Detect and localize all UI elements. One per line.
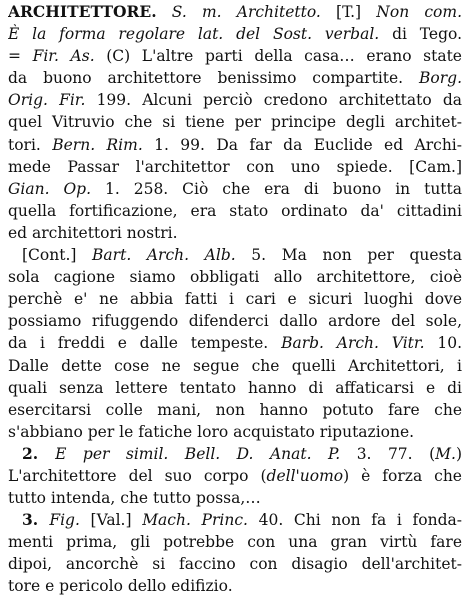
text-segment: ) [455,444,462,463]
entry-line [8,178,462,200]
text-segment: [Val.] [79,511,143,530]
entry-line [8,111,462,133]
entry-line [8,509,462,531]
text-segment: menti prima, gli potrebbe con una gran virtù fare [8,533,462,552]
entry-line [8,531,462,553]
entry-line [8,45,462,67]
entry-line [8,222,462,244]
citation-source: dell'uomo [266,466,344,485]
citation-source: Gian. Op. [8,179,92,198]
text-segment: quali senza lettere tentato hanno di affaticarsi e di [8,378,462,397]
headword: ARCHITETTORE. [8,2,157,21]
text-segment: ) è forza che [343,466,462,485]
entry-line [8,244,462,266]
text-segment: [Cont.] [22,246,93,265]
text-segment: dipoi, ancorchè si faccino con disagio dell'architet- [8,555,462,574]
entry-line [8,310,462,332]
text-segment: ed architettori nostri. [8,223,178,242]
text-segment: 3. 77. ( [340,444,436,463]
entry-line [8,465,462,487]
text-segment: tore e pericolo dello edifizio. [8,577,233,596]
text-segment: (C) L'altre parti della casa… erano state [94,47,462,66]
entry-line [8,200,462,222]
citation-source: È la forma regolare lat. del Sost. verbal. [8,25,380,44]
entry-line [8,553,462,575]
citation-source: Fig. [49,511,80,530]
text-segment: 199. Alcuni perciò credono architettato da [85,91,462,110]
text-segment: L'architettore del suo corpo ( [8,466,267,485]
citation-source: M. [435,444,456,463]
text-segment: perchè e' ne abbia fatti i cari e sicuri luoghi dove [8,290,462,309]
citation-source: Bern. Rim. [52,135,143,154]
entry-line [8,377,462,399]
entry-line [8,421,462,443]
text-segment: [T.] [320,3,377,21]
text-segment: di Tego. [379,25,462,44]
citation-source: Bart. Arch. Alb. [92,246,236,265]
sense-number: 3. [22,510,50,530]
entry-line [8,1,462,23]
entry-line [8,332,462,354]
citation-source: E per simil. Bell. D. Anat. P. [55,444,341,463]
text-segment: 5. Ma non per questa [235,246,462,265]
citation-source: Barb. Arch. Vitr. [281,334,425,353]
entry-line [8,89,462,111]
text-segment: 1. 99. Da far da Euclide ed Archi- [142,135,462,154]
text-segment: sola cagione siamo obbligati allo architettore, cioè [8,268,462,287]
entry-line [8,266,462,288]
citation-source: S. m. Architetto. [171,3,321,21]
text-segment: esercitarsi colle mani, non hanno potuto fare che [8,400,462,419]
text-segment: 10. [424,334,462,353]
text-segment: quella fortificazione, era stato ordinato da' cittadini [8,201,462,220]
text-segment: = [8,47,33,66]
entry-line [8,288,462,310]
text-segment: 40. Chi non fa i fonda- [247,511,462,530]
text-segment: Dalle dette cose ne segue che quelli Architettori, i [8,356,462,375]
entry-line [8,399,462,421]
text-segment: 1. 258. Ciò che era di buono in tutta [91,179,462,198]
citation-source: Non com. [376,3,462,21]
text-segment: da i freddi e dalle tempeste. [8,334,282,353]
citation-source: Mach. Princ. [142,511,248,530]
text-segment: mede Passar l'architettor con uno spiede. [Cam.] [8,157,462,176]
text-segment: possiamo rifuggendo difenderci dallo ardore del sole, [8,312,462,331]
entry-line [8,23,462,45]
entry-line [8,355,462,377]
text-segment: quel Vitruvio che si tiene per principe degli architet- [8,113,462,132]
text-segment: tori. [8,135,53,154]
text-segment: tutto intenda, che tutto possa,… [8,489,261,508]
sense-number: 2. [22,443,56,463]
entry-line [8,487,462,509]
entry-line [8,156,462,178]
citation-source: Borg. [419,69,462,88]
text-segment: da buono architettore benissimo compartite. [8,69,420,88]
entry-line [8,134,462,156]
entry-line [8,575,462,597]
entry-line [8,443,462,465]
text-segment [157,3,172,21]
entry-line [8,67,462,89]
citation-source: Fir. As. [32,47,95,66]
text-segment: s'abbiano per le fatiche loro acquistato riputazione. [8,422,415,441]
citation-source: Orig. Fir. [8,91,86,110]
